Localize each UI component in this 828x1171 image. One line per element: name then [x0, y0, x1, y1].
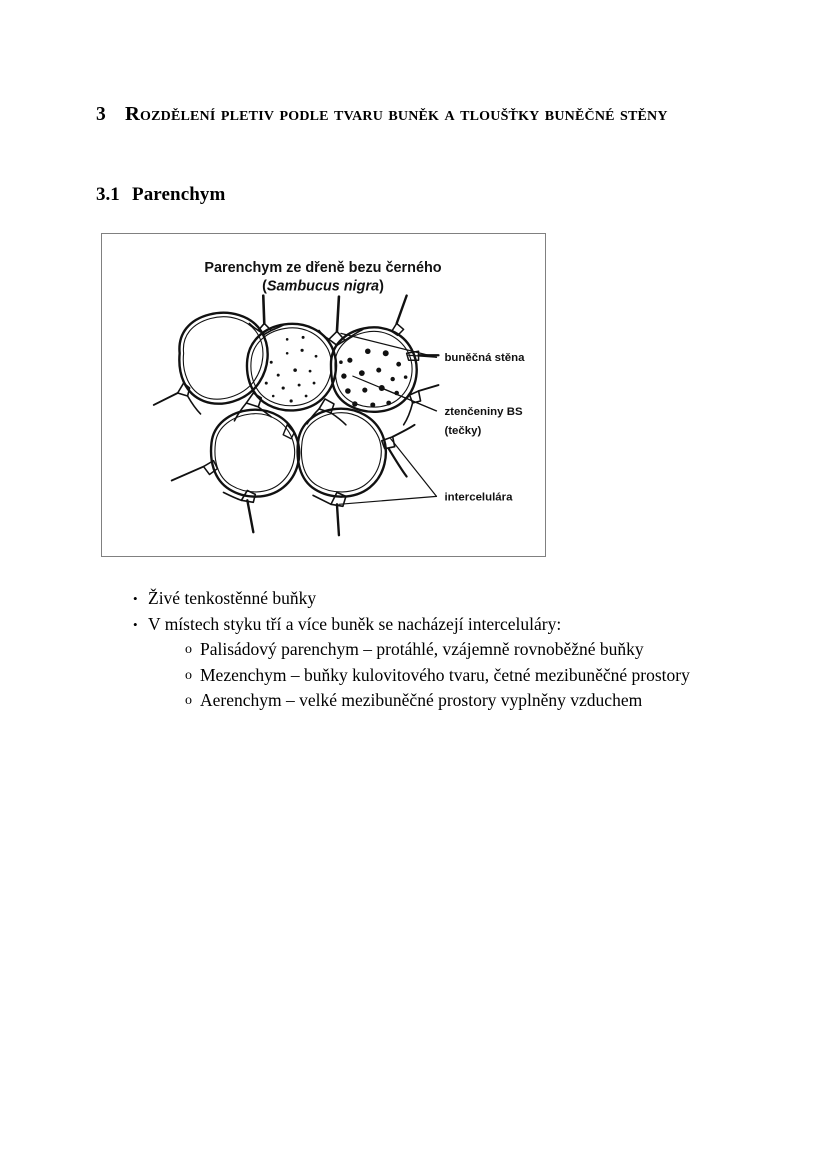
- callout-leader-lines: [339, 333, 437, 504]
- bullet-list: [133, 586, 753, 714]
- label-cell-wall: buněčná stěna: [444, 352, 525, 365]
- list-item-text: Živé tenkostěnné buňky: [148, 588, 317, 608]
- section-heading-1-number: 3: [96, 104, 106, 125]
- figure-title-paren-close: ): [379, 278, 384, 295]
- list-item: [185, 637, 753, 663]
- label-pits-line2: (tečky): [444, 424, 482, 437]
- list-item: [133, 612, 753, 638]
- pits-cell-top-middle: [265, 336, 318, 403]
- figure-title-paren-open: (: [262, 278, 267, 295]
- figure-title-line2: [262, 279, 384, 295]
- list-item-text: Palisádový parenchym – protáhlé, vzájemně rovnoběžné buňky: [200, 639, 644, 659]
- list-item: [185, 663, 753, 689]
- sub-bullet-marker: o: [185, 693, 192, 708]
- section-heading-1-text: Rozdělení pletiv podle tvaru buněk a tloušťky buněčné stěny: [125, 103, 668, 125]
- label-intercellular: intercelulára: [444, 491, 513, 504]
- cells-group: [154, 296, 439, 536]
- section-heading-2-number: 3.1: [96, 184, 120, 205]
- figure-species-name: Sambucus nigra: [266, 278, 380, 295]
- list-item: [185, 688, 753, 714]
- figure-parenchyma: [101, 233, 546, 557]
- sub-bullet-marker: o: [185, 642, 192, 657]
- section-heading-2: [96, 182, 225, 208]
- pits-cell-top-right: [339, 348, 407, 407]
- list-item-text: Mezenchym – buňky kulovitového tvaru, četné mezibuněčné prostory: [200, 664, 690, 685]
- bullet-marker: •: [133, 616, 138, 632]
- section-heading-2-text: Parenchym: [132, 184, 226, 205]
- sub-bullet-marker: o: [185, 667, 192, 683]
- cell-bottom-left: [211, 410, 299, 497]
- figure-diagram: [102, 234, 545, 556]
- section-heading-1: [96, 100, 716, 129]
- figure-title-line1: Parenchym ze dřeně bezu černého: [204, 259, 442, 276]
- list-item-text: Aerenchym – velké mezibuněčné prostory vyplněny vzduchem: [200, 690, 643, 710]
- list-item: [133, 586, 753, 612]
- list-item-text: V místech styku tří a více buněk se nacházejí interceluláry:: [148, 613, 562, 634]
- cell-top-left: [179, 313, 267, 404]
- bullet-marker: •: [133, 591, 138, 606]
- label-pits-line1: ztenčeniny BS: [444, 405, 523, 418]
